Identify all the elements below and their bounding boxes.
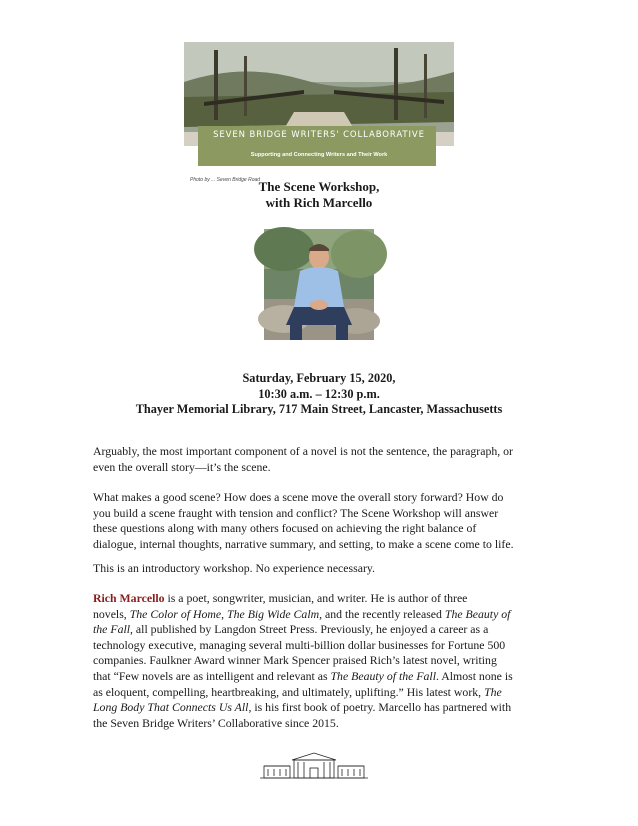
- workshop-subtitle: with Rich Marcello: [265, 195, 373, 210]
- author-name: Rich Marcello: [93, 591, 165, 605]
- text-line: [93, 669, 553, 685]
- text-line: [93, 591, 553, 607]
- book-title: The: [484, 684, 502, 699]
- text-line: [93, 700, 553, 716]
- text-line: [93, 685, 553, 701]
- bio-paragraph: [93, 591, 553, 731]
- text-line: Arguably, the most important component of a novel is not the sentence, the paragraph, or: [93, 444, 513, 458]
- text-span: , all published by Langdon Street Press. Previously, he enjoyed a career as a: [130, 622, 489, 637]
- book-title: The Color of Home: [129, 606, 222, 621]
- text-line: you build a scene fraught with tension and conflict? The Scene Workshop will answer: [93, 505, 499, 520]
- event-location: Thayer Memorial Library, 717 Main Street, Lancaster, Massachusetts: [135, 402, 503, 416]
- text-span: ,: [221, 606, 228, 621]
- book-title: The Beauty of the Fall: [330, 668, 436, 683]
- library-building-icon: [258, 752, 370, 780]
- text-line: [93, 622, 553, 638]
- text-line: even the overall story—it’s the scene.: [93, 459, 271, 474]
- text-span: that “Few novels are as intelligent and relevant as: [93, 668, 331, 683]
- description-paragraph: [93, 490, 553, 552]
- text-line: dialogue, internal thoughts, narrative summary, and setting, to make a scene come to life.: [93, 536, 514, 551]
- text-line: the Seven Bridge Writers’ Collaborative since 2015.: [93, 715, 339, 730]
- text-line: companies. Faulkner Award winner Mark Spencer praised Rich’s latest novel, writing: [93, 653, 497, 668]
- event-date: Saturday, February 15, 2020,: [242, 371, 396, 385]
- text-span: . Almost none is: [436, 668, 513, 683]
- experience-note: [93, 561, 553, 577]
- text-span: as eloquent, compelling, heartbreaking, and ultimately, uplifting.” His latest work,: [93, 684, 485, 699]
- workshop-title: The Scene Workshop,: [258, 179, 380, 194]
- banner-title: SEVEN BRIDGE WRITERS' COLLABORATIVE: [213, 130, 425, 140]
- text-line: [93, 607, 553, 623]
- photo-credit: Photo by ... Seven Bridge Road: [190, 177, 261, 183]
- banner-image: [184, 42, 454, 183]
- book-title: the Fall: [93, 622, 131, 637]
- event-time: 10:30 a.m. – 12:30 p.m.: [258, 387, 380, 401]
- text-span: , is his first book of poetry. Marcello has partnered with: [248, 700, 512, 715]
- text-span: is a poet, songwriter, musician, and writer. He is author of three: [164, 591, 468, 605]
- author-photo: [264, 229, 374, 340]
- text-line: What makes a good scene? How does a scene move the overall story forward? How do: [93, 490, 504, 504]
- book-title: The Big Wide Calm: [227, 606, 320, 621]
- book-title: The Beauty of: [444, 606, 511, 621]
- text-line: technology executive, managing several multi-billion dollar businesses for Fortune 500: [93, 637, 506, 652]
- book-title: Long Body That Connects Us All: [93, 700, 249, 715]
- text-line: these questions along with many others focused on achieving the right balance of: [93, 521, 477, 536]
- text-span: , and the recently released: [319, 606, 445, 621]
- intro-paragraph: [93, 444, 553, 475]
- banner-tagline: Supporting and Connecting Writers and Their Work: [250, 152, 388, 158]
- text-span: novels,: [93, 606, 130, 621]
- author-portrait: [264, 229, 374, 340]
- text-line: This is an introductory workshop. No experience necessary.: [93, 561, 375, 575]
